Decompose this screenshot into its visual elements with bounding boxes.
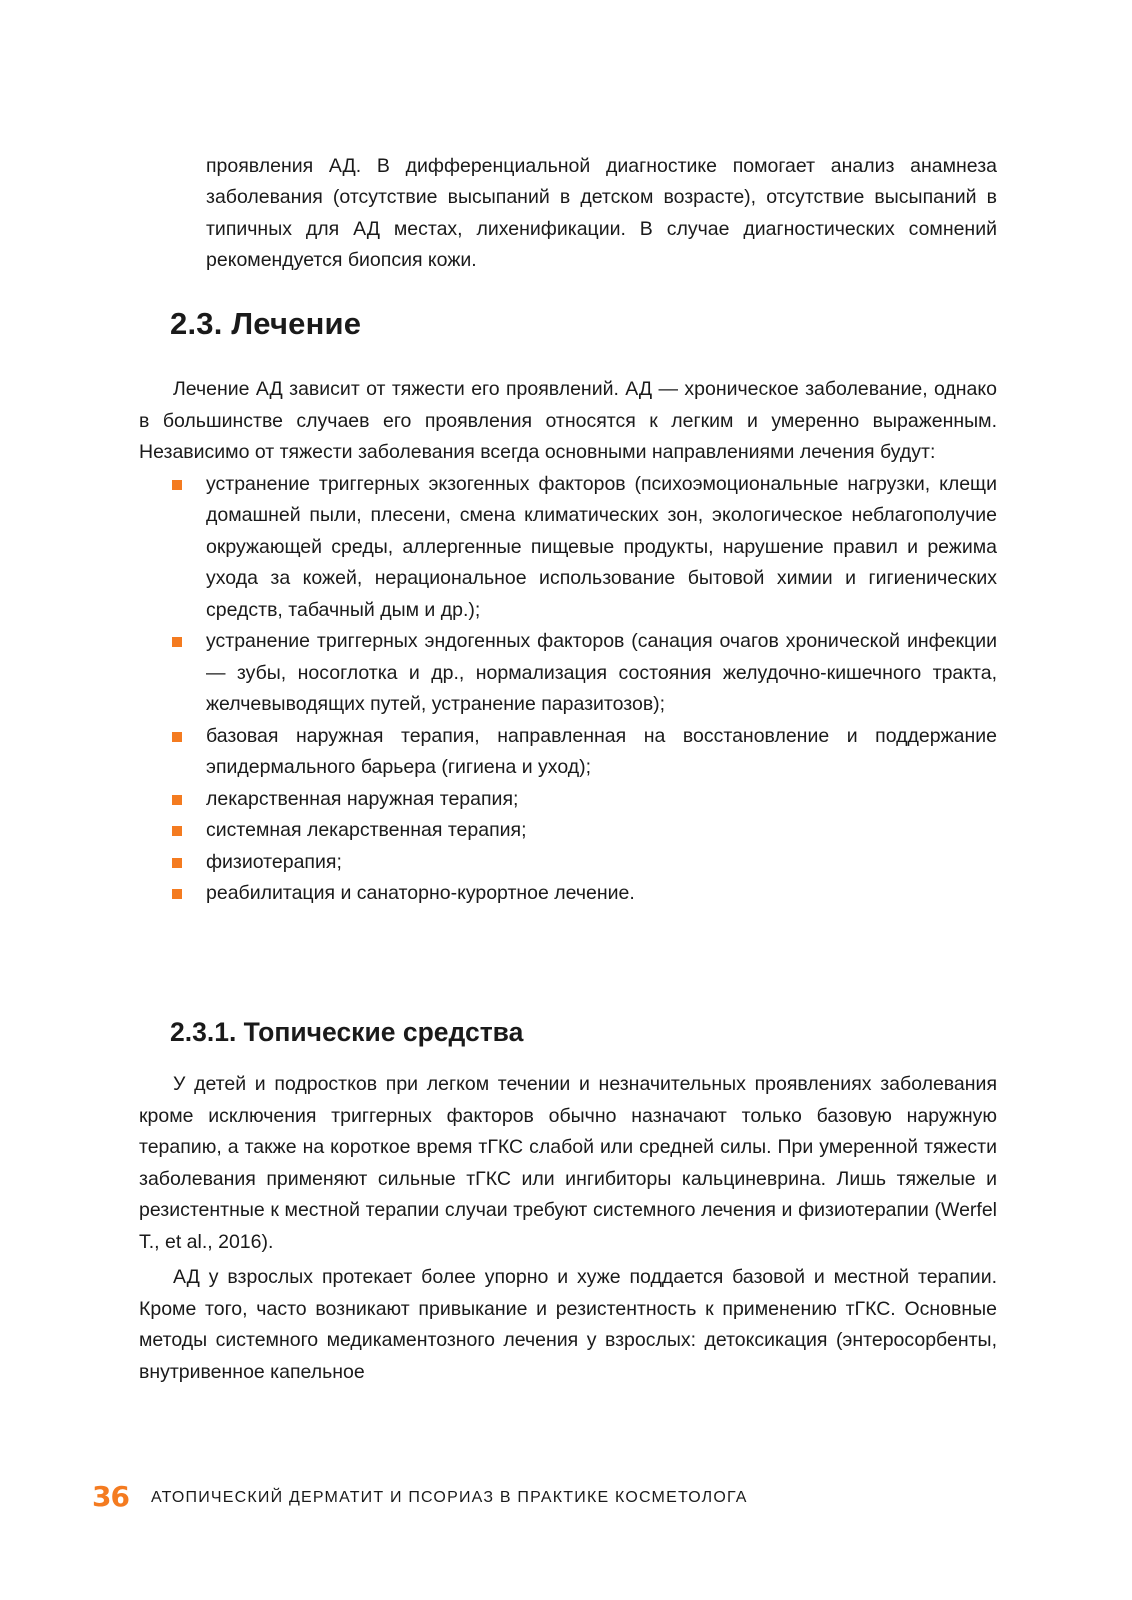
list-item-text: реабилитация и санаторно-курортное лечение. — [206, 882, 635, 904]
list-item — [139, 469, 997, 627]
bullet-square-icon — [172, 480, 182, 490]
intro-paragraph: проявления АД. В дифференциальной диагностике помогает анализ анамнеза заболевания (отсутствие высыпаний в детском возрасте), отсутствие высыпаний в типичных для АД местах, лихенификации. В случае диагностических сомнений рекомендуется биопсия кожи. — [206, 154, 997, 271]
subsection-body — [139, 1069, 997, 1388]
bullet-square-icon — [172, 732, 182, 742]
list-item — [139, 721, 997, 784]
page-number: 36 — [92, 1479, 129, 1513]
list-item-text: устранение триггерных экзогенных факторов (психоэмоциональные нагрузки, клещи домашней пыли, плесени, смена климатических зон, экологическое неблагополучие окружающей среды, аллергенные пищевые продукты, нарушение правил и режима ухода за кожей, нерациональное использование бытовой химии и гигиенических средств, табачный дым и др.); — [206, 472, 997, 621]
subsection-heading: 2.3.1. Топические средства — [170, 1017, 524, 1047]
bullet-square-icon — [172, 637, 182, 647]
subsection-paragraph: У детей и подростков при легком течении и незначительных проявлениях заболевания кроме исключения триггерных факторов обычно назначают только базовую наружную терапию, а также на короткое время тГКС слабой или средней силы. При умеренной тяжести заболевания применяют сильные тГКС или ингибиторы кальциневрина. Лишь тяжелые и резистентные к местной терапии случаи требуют системного лечения и физиотерапии (Werfel T., et al., 2016). — [139, 1073, 997, 1253]
list-item — [139, 815, 997, 847]
list-item-text: базовая наружная терапия, направленная на восстановление и поддержание эпидермального барьера (гигиена и уход); — [206, 724, 997, 778]
bullet-square-icon — [172, 826, 182, 836]
running-title: АТОПИЧЕСКИЙ ДЕРМАТИТ И ПСОРИАЗ В ПРАКТИКЕ КОСМЕТОЛОГА — [150, 1489, 748, 1506]
list-item-text: лекарственная наружная терапия; — [206, 787, 519, 810]
list-item — [139, 784, 997, 816]
list-item-text: системная лекарственная терапия; — [206, 819, 527, 841]
list-item — [139, 878, 997, 910]
section-heading: 2.3. Лечение — [170, 306, 362, 341]
bullet-square-icon — [172, 795, 182, 805]
bullet-square-icon — [172, 889, 182, 899]
page-footer — [92, 1479, 748, 1513]
section-body — [139, 374, 997, 910]
list-item — [139, 847, 997, 879]
list-item — [139, 626, 997, 721]
list-item-text: физиотерапия; — [206, 850, 342, 873]
bullet-square-icon — [172, 858, 182, 868]
subsection-paragraph: АД у взрослых протекает более упорно и хуже поддается базовой и местной терапии. Кроме того, часто возникают привыкание и резистентность к применению тГКС. Основные методы системного медикаментозного лечения у взрослых: детоксикация (энтеросорбенты, внутривенное капельное — [139, 1266, 997, 1383]
section-paragraph: Лечение АД зависит от тяжести его проявлений. АД — хроническое заболевание, однако в большинстве случаев его проявления относятся к легким и умеренно выраженным. Независимо от тяжести заболевания всегда основными направлениями лечения будут: — [139, 378, 997, 463]
list-item-text: устранение триггерных эндогенных факторов (санация очагов хронической инфекции — зубы, носоглотка и др., нормализация состояния желудочно-кишечного тракта, желчевыводящих путей, устранение паразитозов); — [206, 630, 997, 715]
treatment-list — [139, 469, 997, 910]
